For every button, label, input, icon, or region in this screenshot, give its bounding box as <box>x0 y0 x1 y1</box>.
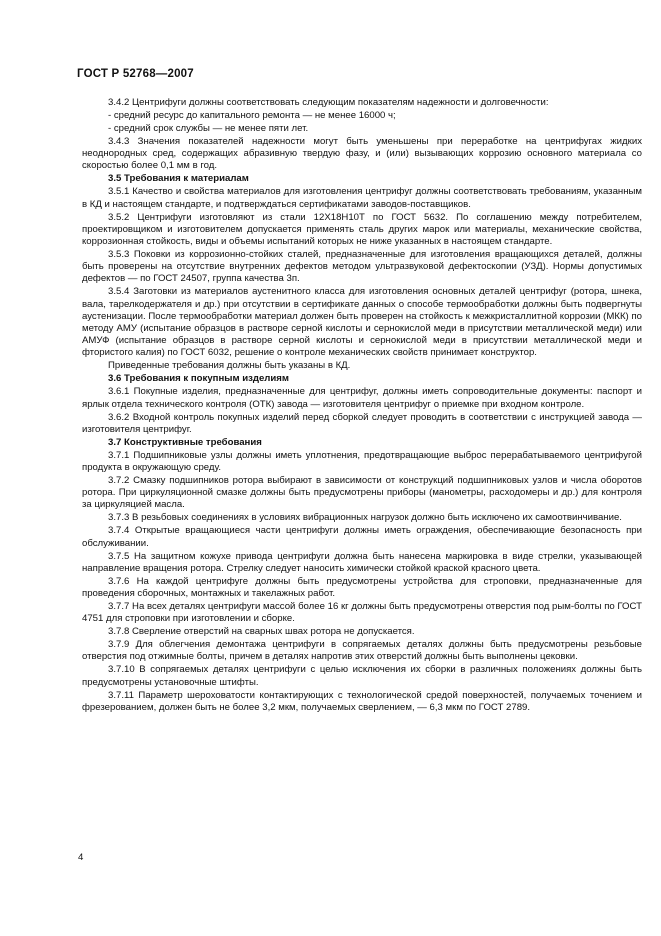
paragraph-3-7-3: 3.7.3 В резьбовых соединениях в условиях вибрационных нагрузок должно быть исключено их самоотвинчивание. <box>108 512 622 524</box>
paragraph-3-7-11: 3.7.11 Параметр шероховатости контактирующих с технологической средой поверхностей, получаемых точением и фрезерованием, должен быть не более 3,2 мкм, получаемых сверлением, — 6,3 мкм по ГОСТ 2789. <box>82 689 642 713</box>
page-number: 4 <box>78 852 84 863</box>
paragraph-3-6-2: 3.6.2 Входной контроль покупных изделий перед сборкой следует проводить в соответствии с инструкцией завода — изготовителя центрифуг. <box>82 411 642 435</box>
paragraph-3-5-3: 3.5.3 Поковки из коррозионно-стойких сталей, предназначенные для изготовления вращающихся деталей, должны быть проверены на отсутствие внутренних дефектов методом ультразвуковой дефектоскопии (УЗД). Нормы допустимых дефектов — по ГОСТ 24507, группа качества 3п. <box>82 249 642 285</box>
document-body <box>82 97 642 715</box>
section-heading-3-5: 3.5 Требования к материалам <box>108 173 249 185</box>
paragraph-3-7-2: 3.7.2 Смазку подшипников ротора выбирают в зависимости от конструкций подшипниковых узлов и числа оборотов ротора. При циркуляционной смазке должны быть предусмотрены приборы (манометры, расходомеры и др.) для контроля за циркуляцией масла. <box>82 475 642 511</box>
paragraph-kd-note: Приведенные требования должны быть указаны в КД. <box>108 360 351 372</box>
section-heading-3-6: 3.6 Требования к покупным изделиям <box>108 373 289 385</box>
list-item: - средний срок службы — не менее пяти лет. <box>108 123 309 134</box>
paragraph-3-5-1: 3.5.1 Качество и свойства материалов для изготовления центрифуг должны соответствовать требованиям, указанным в КД и настоящем стандарте, и подтверждаться сертификатами заводов-поставщиков. <box>82 186 642 210</box>
paragraph-3-7-1: 3.7.1 Подшипниковые узлы должны иметь уплотнения, предотвращающие выброс перерабатываемого центрифугой продукта в окружающую среду. <box>82 449 642 474</box>
paragraph-3-7-10: 3.7.10 В сопрягаемых деталях центрифуги с целью исключения их сборки в различных положениях должны быть предусмотрены установочные штифты. <box>82 664 642 688</box>
paragraph-3-4-2: 3.4.2 Центрифуги должны соответствовать следующим показателям надежности и долговечности: <box>108 97 549 108</box>
paragraph-3-7-8: 3.7.8 Сверление отверстий на сварных швах ротора не допускается. <box>108 626 415 638</box>
paragraph-3-7-7: 3.7.7 На всех деталях центрифуги массой более 16 кг должны быть предусмотрены отверстия под рым-болты по ГОСТ 4751 для строповки при изготовлении и сборке. <box>82 601 642 625</box>
standard-header: ГОСТ Р 52768—2007 <box>77 68 194 80</box>
paragraph-3-7-6: 3.7.6 На каждой центрифуге должны быть предусмотрены устройства для строповки, предназначенные для проведения сборочных, монтажных и такелажных работ. <box>82 575 642 600</box>
section-heading-3-7: 3.7 Конструктивные требования <box>108 436 262 448</box>
paragraph-3-5-4: 3.5.4 Заготовки из материалов аустенитного класса для изготовления основных деталей центрифуг (ротора, шнека, вала, тарелкодержателя и др.) при отсутствии в сертификате данных о способе термообработки должны быть подвергнуты аустенизации. После термообработки материал должен быть проверен на стойкость к межкристаллитной коррозии (МКК) по методу АМУ (испытание образцов в растворе серной кислоты и сернокислой меди в присутствии металлической меди) или АМУФ (испытание образцов в растворе серной кислоты и сернокислой меди в присутствии металлической меди и фтористого калия) по ГОСТ 6032, решение о контроле механических свойств принимает конструктор. <box>82 286 642 359</box>
paragraph-3-4-3: 3.4.3 Значения показателей надежности могут быть уменьшены при переработке на центрифугах жидких неоднородных сред, содержащих абразивную твердую фазу, и (или) вызывающих коррозию основного материала со скоростью более 0,1 мм в год. <box>82 136 642 172</box>
paragraph-3-7-9: 3.7.9 Для облегчения демонтажа центрифуги в сопрягаемых деталях должны быть предусмотрены резьбовые отверстия под отжимные болты, причем в деталях напротив этих отверстий должны быть выполнены цековки. <box>82 639 642 663</box>
paragraph-3-5-2: 3.5.2 Центрифуги изготовляют из стали 12Х18Н10Т по ГОСТ 5632. По соглашению между потребителем, проектировщиком и изготовителем допускается применять сталь других марок или материалы, механические свойства, коррозионная стойкость, виды и объемы испытаний которых не ниже указанных в настоящем стандарте. <box>82 211 642 248</box>
paragraph-3-6-1: 3.6.1 Покупные изделия, предназначенные для центрифуг, должны иметь сопроводительные документы: паспорт и ярлык отдела технического контроля (ОТК) завода — изготовителя центрифуг о приемке при входном контроле. <box>82 386 642 410</box>
paragraph-3-7-5: 3.7.5 На защитном кожухе привода центрифуги должна быть нанесена маркировка в виде стрелки, указывающей направление вращения ротора. Стрелку следует наносить химически стойкой краской красного цвета. <box>82 550 642 574</box>
paragraph-3-7-4: 3.7.4 Открытые вращающиеся части центрифуги должны иметь ограждения, обеспечивающие безопасность при обслуживании. <box>82 525 642 549</box>
list-item: - средний ресурс до капитального ремонта — не менее 16000 ч; <box>108 110 396 121</box>
